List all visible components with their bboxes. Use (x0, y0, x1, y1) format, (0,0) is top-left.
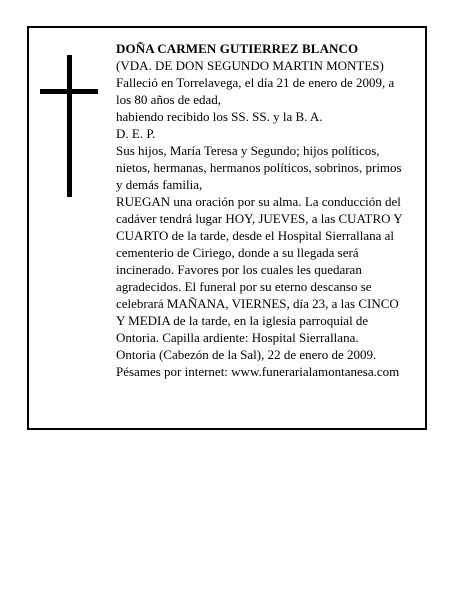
family-line-2: nietos, hermanas, hermanos políticos, sobrinos, primos (116, 160, 402, 175)
death-info-line-2: los 80 años de edad, (116, 92, 222, 107)
death-info-line-1: Falleció en Torrelavega, el día 21 de enero de 2009, a (116, 75, 395, 90)
deceased-name: DOÑA CARMEN GUTIERREZ BLANCO (116, 41, 359, 56)
family-line-1: Sus hijos, María Teresa y Segundo; hijos políticos, (116, 143, 380, 158)
request-line-5: incinerado. Favores por los cuales les quedaran (116, 262, 362, 277)
obituary-text (116, 40, 428, 380)
request-line-2: cadáver tendrá lugar HOY, JUEVES, a las CUATRO Y (116, 211, 403, 226)
funeral-line-3: Y MEDIA de la tarde, en la iglesia parroquial de (116, 313, 369, 328)
funeral-line-2: celebrará MAÑANA, VIERNES, día 23, a las CINCO (116, 296, 399, 311)
request-line-3: CUARTO de la tarde, desde el Hospital Sierrallana al (116, 228, 395, 243)
cross-vertical-bar (67, 55, 72, 197)
sacraments-line: habiendo recibido los SS. SS. y la B. A. (116, 109, 323, 124)
cross-horizontal-bar (40, 89, 98, 94)
request-line-1: RUEGAN una oración por su alma. La conducción del (116, 194, 401, 209)
condolences-line: Pésames por internet: www.funerarialamontanesa.com (116, 364, 400, 379)
widow-note: (VDA. DE DON SEGUNDO MARTIN MONTES) (116, 58, 384, 73)
family-line-3: y demás familia, (116, 177, 203, 192)
cross-icon (40, 55, 98, 197)
rip-line: D. E. P. (116, 126, 156, 141)
funeral-line-1: agradecidos. El funeral por su eterno descanso se (116, 279, 372, 294)
place-date-line: Ontoria (Cabezón de la Sal), 22 de enero de 2009. (116, 347, 377, 362)
request-line-4: cementerio de Ciriego, donde a su llegada será (116, 245, 359, 260)
funeral-line-4: Ontoria. Capilla ardiente: Hospital Sierrallana. (116, 330, 359, 345)
obituary-notice (27, 26, 427, 430)
